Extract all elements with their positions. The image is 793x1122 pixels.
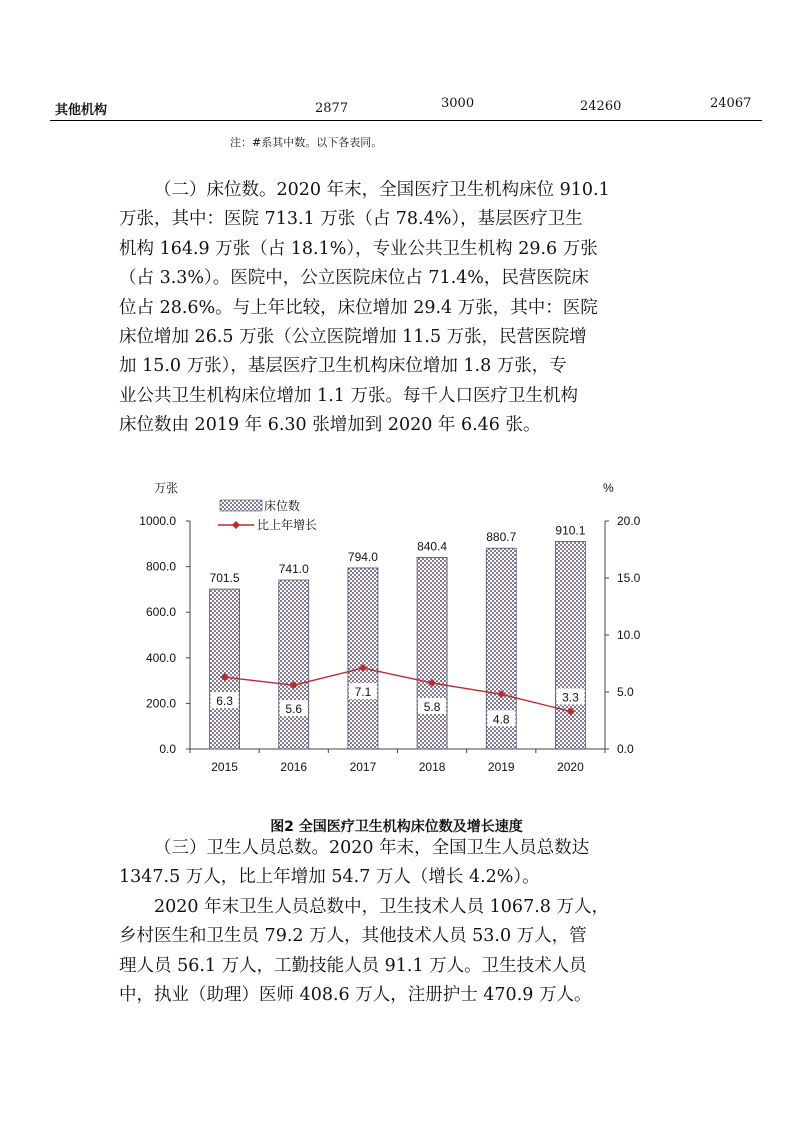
chart-caption: 图2 全国医疗卫生机构床位数及增长速度 (270, 819, 523, 835)
text-line: （三）卫生人员总数。2020 年末，全国卫生人员总数达 (154, 838, 590, 858)
bar-value-label: 794.0 (347, 549, 378, 564)
right-tick-label: 10.0 (617, 628, 641, 642)
bar-value-label: 910.1 (555, 523, 586, 538)
right-tick-label: 0.0 (617, 742, 634, 756)
section-beds-paragraph (119, 176, 674, 441)
text-line: 理人员 56.1 万人，工勤技能人员 91.1 万人。卫生技术人员 (119, 955, 587, 976)
left-tick-label: 400.0 (145, 650, 176, 665)
table-cell: 3000 (441, 96, 475, 111)
right-axis-unit: % (603, 481, 614, 495)
beds-chart-svg (140, 470, 660, 820)
text-line: 中，执业（助理）医师 408.6 万人，注册护士 470.9 万人。 (119, 985, 592, 1006)
text-line: 床位增加 26.5 万张（公立医院增加 11.5 万张，民营医院增 (119, 327, 587, 348)
line-value-label: 6.3 (216, 694, 233, 709)
table-cell: 2877 (315, 101, 349, 116)
right-tick-label: 20.0 (617, 514, 641, 528)
x-tick-label: 2016 (280, 760, 308, 774)
table-row-other-institutions (55, 96, 762, 118)
text-line: 2020 年末卫生人员总数中，卫生技术人员 1067.8 万人， (154, 897, 609, 917)
bar-value-label: 840.4 (417, 539, 448, 554)
x-tick-label: 2017 (349, 760, 377, 774)
x-tick-label: 2018 (418, 760, 446, 774)
bar-value-label: 701.5 (209, 571, 240, 586)
text-line: 业公共卫生机构床位增加 1.1 万张。每千人口医疗卫生机构 (119, 385, 578, 406)
personnel-detail-paragraph (119, 893, 674, 1011)
line-value-label: 3.3 (562, 690, 579, 705)
x-tick-label: 2015 (211, 760, 238, 774)
left-tick-label: 1000.0 (139, 514, 176, 528)
line-value-label: 5.8 (423, 699, 441, 714)
left-tick-label: 0.0 (159, 742, 176, 756)
left-tick-label: 200.0 (145, 696, 176, 711)
x-tick-label: 2019 (487, 760, 515, 774)
table-cell: 24067 (710, 96, 752, 111)
legend-bar-label: 床位数 (264, 499, 301, 513)
left-tick-label: 800.0 (145, 559, 176, 574)
table-cell: 24260 (580, 99, 622, 114)
right-tick-label: 5.0 (617, 685, 634, 699)
line-value-label: 5.6 (285, 702, 303, 717)
legend-bar-swatch (220, 500, 262, 511)
bar-2017 (348, 568, 378, 749)
x-tick-label: 2020 (557, 760, 584, 774)
text-line: 机构 164.9 万张（占 18.1%），专业公共卫生机构 29.6 万张 (119, 238, 598, 259)
right-tick-label: 15.0 (617, 571, 641, 585)
text-line: 床位数由 2019 年 6.30 张增加到 2020 年 6.46 张。 (119, 415, 541, 436)
text-line: 位占 28.6%。与上年比较，床位增加 29.4 万张，其中：医院 (119, 297, 598, 318)
table-note: 注：#系其中数。以下各表同。 (230, 136, 383, 149)
bar-2016 (279, 580, 309, 749)
legend-line-marker (232, 521, 240, 529)
bar-value-label: 741.0 (278, 562, 309, 577)
text-line: 加 15.0 万张），基层医疗卫生机构床位增加 1.8 万张，专 (119, 356, 567, 377)
bar-2018 (417, 557, 447, 749)
bar-2020 (555, 541, 585, 749)
left-tick-label: 600.0 (145, 605, 176, 620)
text-line: （占 3.3%）。医院中，公立医院床位占 71.4%，民营医院床 (119, 268, 589, 289)
beds-chart (140, 470, 660, 820)
growth-line (225, 668, 571, 711)
text-line: 乡村医生和卫生员 79.2 万人，其他技术人员 53.0 万人，管 (119, 926, 587, 947)
left-axis-unit: 万张 (154, 481, 179, 495)
bar-2015 (210, 589, 240, 749)
bar-value-label: 880.7 (486, 530, 517, 545)
text-line: 万张，其中：医院 713.1 万张（占 78.4%），基层医疗卫生 (119, 209, 583, 230)
table-bottom-rule (50, 120, 762, 121)
row-label: 其他机构 (55, 103, 108, 118)
section-personnel-paragraph (119, 834, 674, 893)
text-line: 1347.5 万人，比上年增加 54.7 万人（增长 4.2%）。 (119, 867, 540, 888)
legend-line-label: 比上年增长 (257, 518, 318, 532)
line-value-label: 4.8 (492, 712, 510, 727)
line-value-label: 7.1 (354, 685, 372, 700)
text-line: （二）床位数。2020 年末，全国医疗卫生机构床位 910.1 (154, 180, 610, 200)
